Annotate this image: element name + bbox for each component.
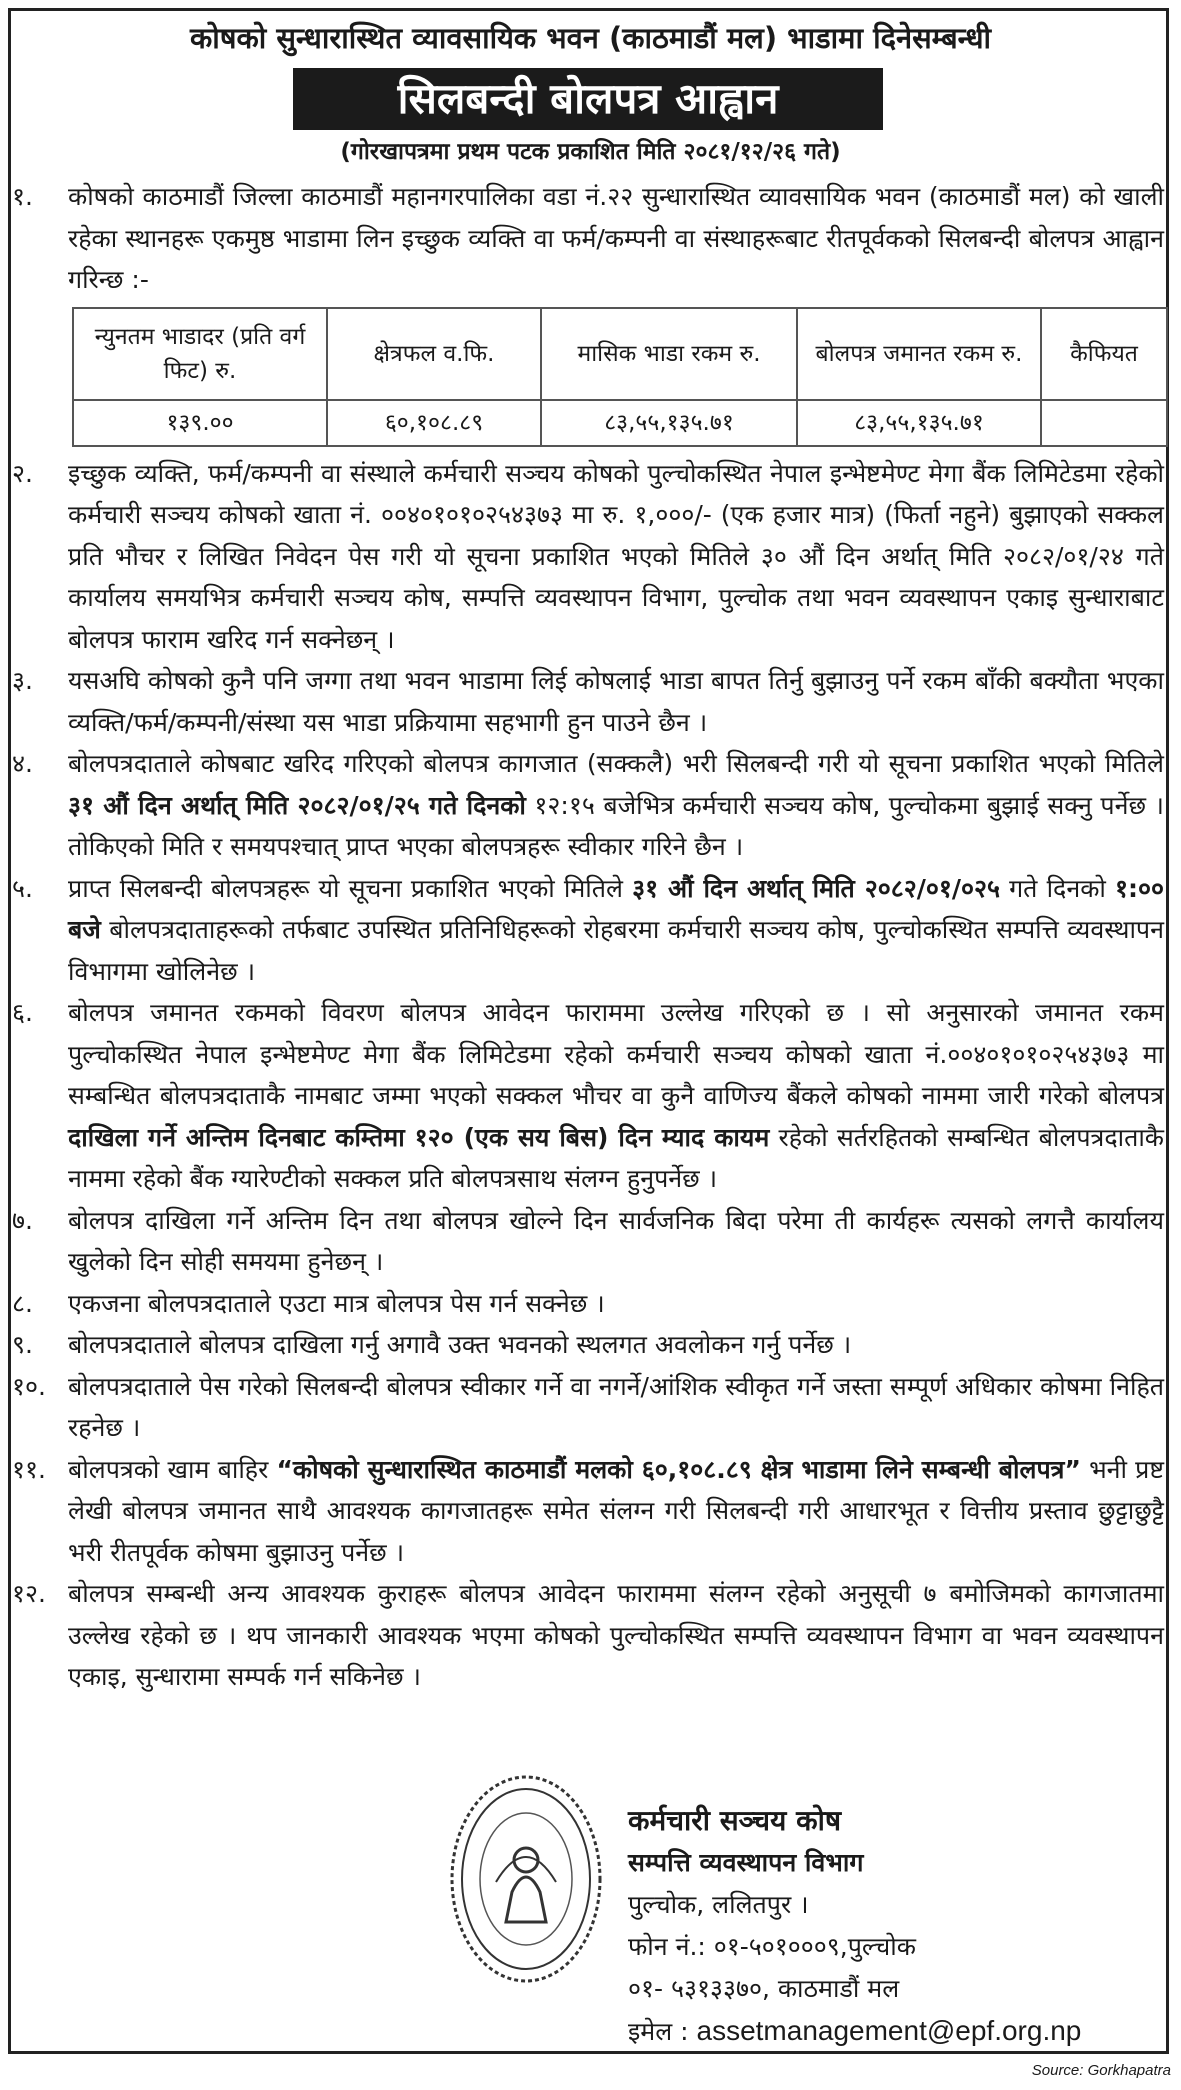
table-row bbox=[73, 400, 1167, 446]
clause-number: ५. bbox=[12, 873, 33, 903]
epf-seal-logo bbox=[448, 1772, 604, 1986]
clause-text bbox=[68, 992, 1164, 1200]
clause-8 bbox=[12, 1283, 1164, 1325]
clause-4 bbox=[12, 743, 1164, 868]
clause-9 bbox=[12, 1324, 1164, 1366]
bold-segment: ३१ औं दिन अर्थात् मिति २०८२/०१/०२५ bbox=[632, 873, 1000, 903]
issuer-address: पुल्चोक, ललितपुर । bbox=[628, 1890, 809, 1919]
issuer-phone-2: ०१- ५३१३३७०, काठमाडौं मल bbox=[628, 1974, 900, 2003]
clause-text bbox=[68, 868, 1164, 993]
text-segment: बोलपत्र जमानत रकमको विवरण बोलपत्र आवेदन फाराममा उल्लेख गरिएको छ । सो अनुसारको जमानत रकम पुल्चोकस्थित नेपाल इन्भेष्टमेण्ट मेगा बैंक लिमिटेडमा रहेको कर्मचारी सञ्चय कोषको खाता नं.००४०१०१०२५४३७३ मा सम्बन्धित बोलपत्रदाताकै नामबाट जम्मा भएको सक्कल भौचर वा कुनै वाणिज्य बैंकले कोषको नाममा जारी गरेको बोलपत्र bbox=[68, 998, 1164, 1110]
clause-number: ३. bbox=[12, 666, 33, 695]
clause-text: बोलपत्र दाखिला गर्ने अन्तिम दिन तथा बोलपत्र खोल्ने दिन सार्वजनिक बिदा परेमा ती कार्यहरू त्यसको लगत्तै कार्यालय खुलेको दिन सोही समयमा हुनेछन् । bbox=[68, 1205, 1164, 1276]
clause-number: १०. bbox=[12, 1371, 46, 1401]
text-segment: रहेको सर्तरहितको सम्बन्धित बोलपत्रदाताकै नाममा रहेको बैंक ग्यारेण्टीको सक्कल प्रति बोलपत्रसाथ संलग्न हुनुपर्नेछ । bbox=[68, 1122, 1164, 1193]
email-label: इमेल : bbox=[628, 2017, 689, 2046]
clause-text bbox=[68, 743, 1164, 868]
clause-text: यसअघि कोषको कुनै पनि जग्गा तथा भवन भाडामा लिई कोषलाई भाडा बापत तिर्नु बुझाउनु पर्ने रकम बाँकी बक्यौता भएका व्यक्ति/फर्म/कम्पनी/संस्था यस भाडा प्रक्रियामा सहभागी हुन पाउने छैन । bbox=[68, 666, 1164, 737]
text-segment: बोलपत्रदाताले कोषबाट खरिद गरिएको बोलपत्र कागजात (सक्कलै) भरी सिलबन्दी गरी यो सूचना प्रकाशित भएको मितिले bbox=[68, 749, 1164, 778]
notice-banner-title: सिलबन्दी बोलपत्र आह्वान bbox=[293, 68, 883, 130]
bold-segment: १:०० बजे bbox=[68, 873, 1164, 944]
clause-11 bbox=[12, 1449, 1164, 1574]
table-cell: ८३,५५,१३५.७१ bbox=[541, 400, 797, 446]
clause-10 bbox=[12, 1366, 1164, 1449]
clause-text: बोलपत्रदाताले पेस गरेको सिलबन्दी बोलपत्र स्वीकार गर्ने वा नगर्ने/आंशिक स्वीकृत गर्ने जस्ता सम्पूर्ण अधिकार कोषमा निहित रहनेछ । bbox=[68, 1371, 1164, 1442]
source-credit: Source: Gorkhapatra bbox=[1031, 2062, 1171, 2079]
clause-number: २. bbox=[12, 458, 33, 488]
clause-text: बोलपत्र सम्बन्धी अन्य आवश्यक कुराहरू बोलपत्र आवेदन फाराममा संलग्न रहेको अनुसूची ७ बमोजिमको कागजातमा उल्लेख रहेको छ । थप जानकारी आवश्यक भएमा कोषको पुल्चोकस्थित सम्पत्ति व्यवस्थापन विभाग वा भवन व्यवस्थापन एकाइ, सुन्धारामा सम्पर्क गर्न सकिनेछ । bbox=[68, 1579, 1164, 1691]
clause-text: एकजना बोलपत्रदाताले एउटा मात्र बोलपत्र पेस गर्न सक्नेछ । bbox=[68, 1288, 605, 1318]
clause-number: १. bbox=[12, 182, 33, 211]
clause-number: ४. bbox=[12, 749, 33, 778]
notice-body bbox=[12, 176, 1164, 1698]
issuer-signature-block bbox=[628, 1800, 1081, 2053]
clause-number: ९. bbox=[12, 1330, 33, 1359]
clause-6 bbox=[12, 992, 1164, 1200]
clause-text: कोषको काठमाडौं जिल्ला काठमाडौं महानगरपालिका वडा नं.२२ सुन्धारास्थित व्यावसायिक भवन (काठमाडौं मल) को खाली रहेका स्थानहरू एकमुष्ठ भाडामा लिन इच्छुक व्यक्ति वा फर्म/कम्पनी वा संस्थाहरूबाट रीतपूर्वकको सिलबन्दी बोलपत्र आह्वान गरिन्छ :- bbox=[68, 182, 1164, 294]
table-header-row bbox=[73, 308, 1167, 400]
text-segment: बोलपत्रको खाम बाहिर bbox=[68, 1454, 277, 1484]
bold-segment: दाखिला गर्ने अन्तिम दिनबाट कम्तिमा १२० (एक सय बिस) दिन म्याद कायम bbox=[68, 1122, 770, 1152]
table-cell: ८३,५५,१३५.७१ bbox=[797, 400, 1041, 446]
notice-heading: कोषको सुन्धारास्थित व्यावसायिक भवन (काठमाडौं मल) भाडामा दिनेसम्बन्धी bbox=[189, 21, 992, 55]
issuer-email: assetmanagement@epf.org.np bbox=[696, 2015, 1082, 2046]
tender-table bbox=[72, 307, 1168, 447]
publication-date: (गोरखापत्रमा प्रथम पटक प्रकाशित मिति २०८१/१२/२६ गते) bbox=[340, 139, 841, 165]
column-header: बोलपत्र जमानत रकम रु. bbox=[797, 308, 1041, 400]
clause-number: १२. bbox=[12, 1579, 46, 1608]
table-cell: १३९.०० bbox=[73, 400, 327, 446]
text-segment: गते दिनको bbox=[999, 873, 1115, 903]
clause-number: ८. bbox=[12, 1288, 33, 1318]
text-segment: बोलपत्रदाताहरूको तर्फबाट उपस्थित प्रतिनिधिहरूको रोहबरमा कर्मचारी सञ्चय कोष, पुल्चोकस्थित सम्पत्ति व्यवस्थापन विभागमा खोलिनेछ । bbox=[68, 915, 1164, 986]
column-header: क्षेत्रफल व.फि. bbox=[327, 308, 541, 400]
column-header: कैफियत bbox=[1041, 308, 1167, 400]
issuer-email-line bbox=[628, 2010, 1081, 2053]
clause-5 bbox=[12, 868, 1164, 993]
issuer-organization: कर्मचारी सञ्चय कोष bbox=[628, 1804, 842, 1837]
clause-2 bbox=[12, 453, 1164, 661]
text-segment: भनी प्रष्ट लेखी बोलपत्र जमानत साथै आवश्यक कागजातहरू समेत संलग्न गरी सिलबन्दी गरी आधारभूत र वित्तीय प्रस्ताव छुट्टाछुट्टै भरी रीतपूर्वक कोषमा बुझाउनु पर्नेछ । bbox=[68, 1454, 1165, 1567]
bold-segment: ३१ औं दिन अर्थात् मिति २०८२/०१/२५ गते दिनको bbox=[68, 790, 526, 820]
clause-12 bbox=[12, 1573, 1164, 1698]
table-cell bbox=[1041, 400, 1167, 446]
issuer-department: सम्पत्ति व्यवस्थापन विभाग bbox=[628, 1848, 864, 1877]
clause-number: ६. bbox=[12, 998, 33, 1027]
bold-segment: “कोषको सुन्धारास्थित काठमाडौं मलको ६०,१०८.८९ क्षेत्र भाडामा लिने सम्बन्धी बोलपत्र” bbox=[276, 1454, 1081, 1484]
clause-7 bbox=[12, 1200, 1164, 1283]
table-cell: ६०,१०८.८९ bbox=[327, 400, 541, 446]
column-header: न्युनतम भाडादर (प्रति वर्ग फिट) रु. bbox=[73, 308, 327, 400]
issuer-phone-1: फोन नं.: ०१-५०१०००९,पुल्चोक bbox=[628, 1932, 916, 1961]
clause-text bbox=[68, 1449, 1164, 1574]
text-segment: प्राप्त सिलबन्दी बोलपत्रहरू यो सूचना प्रकाशित भएको मितिले bbox=[68, 873, 633, 903]
clause-number: ११. bbox=[12, 1454, 46, 1484]
clause-3 bbox=[12, 660, 1164, 743]
text-segment: १२:१५ बजेभित्र कर्मचारी सञ्चय कोष, पुल्चोकमा बुझाई सक्नु पर्नेछ । तोकिएको मिति र समयपश्चात् प्राप्त भएका बोलपत्रहरू स्वीकार गरिने छैन । bbox=[68, 790, 1164, 861]
clause-text: बोलपत्रदाताले बोलपत्र दाखिला गर्नु अगावै उक्त भवनको स्थलगत अवलोकन गर्नु पर्नेछ । bbox=[68, 1330, 852, 1359]
column-header: मासिक भाडा रकम रु. bbox=[541, 308, 797, 400]
clause-text: इच्छुक व्यक्ति, फर्म/कम्पनी वा संस्थाले कर्मचारी सञ्चय कोषको पुल्चोकस्थित नेपाल इन्भेष्टमेण्ट मेगा बैंक लिमिटेडमा रहेको कर्मचारी सञ्चय कोषको खाता नं. ००४०१०१०२५४३७३ मा रु. १,०००/- (एक हजार मात्र) (फिर्ता नहुने) बुझाएको सक्कल प्रति भौचर र लिखित निवेदन पेस गरी यो सूचना प्रकाशित भएको मितिले ३० औं दिन अर्थात् मिति २०८२/०१/२४ गते कार्यालय समयभित्र कर्मचारी सञ्चय कोष, सम्पत्ति व्यवस्थापन विभाग, पुल्चोक तथा भवन व्यवस्थापन एकाइ सुन्धाराबाट बोलपत्र फाराम खरिद गर्न सक्नेछन् । bbox=[68, 458, 1164, 654]
clause-number: ७. bbox=[12, 1205, 33, 1235]
clause-1 bbox=[12, 176, 1164, 301]
